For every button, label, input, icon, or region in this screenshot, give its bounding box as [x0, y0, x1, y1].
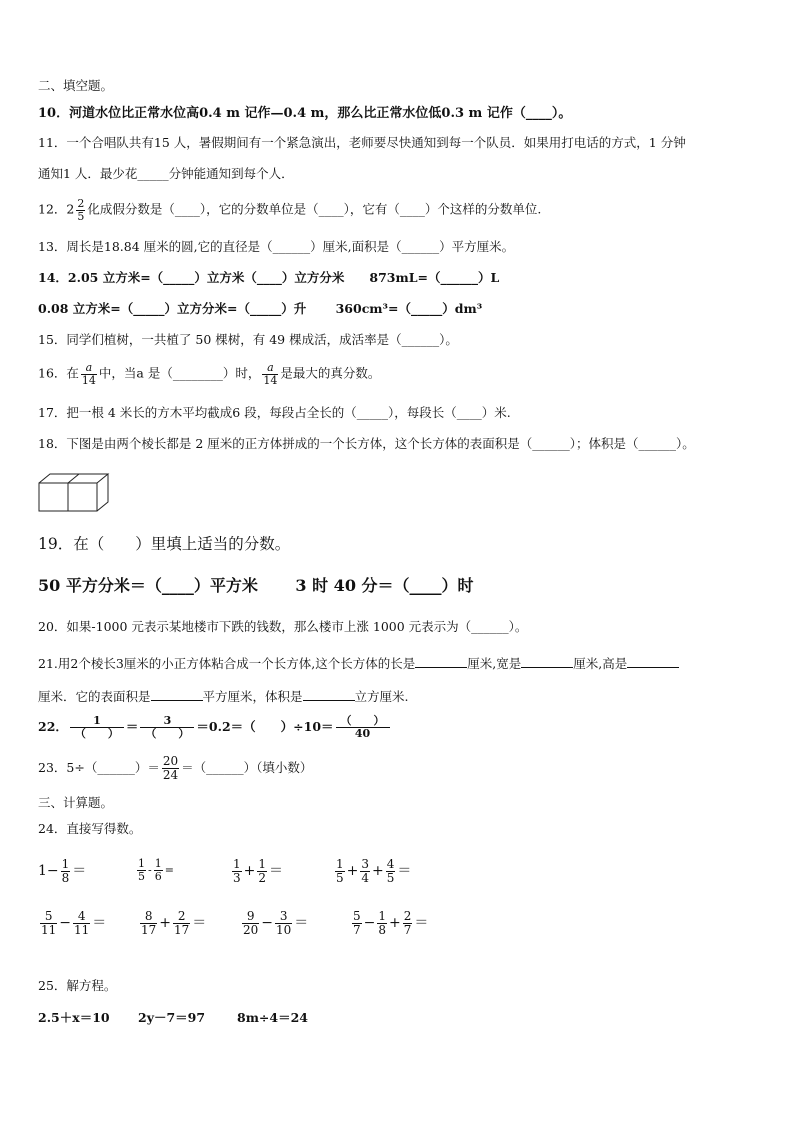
- question-17: 17．把一根 4 米长的方木平均截成6 段，每段占全长的（_____），每段长（____）米.: [38, 405, 511, 420]
- q22-fraction-1: $\frac{1}{( )}$: [70, 715, 124, 739]
- question-11-line-1: 11．一个合唱队共有15 人，暑假期间有一个紧急演出，老师要尽快通知到每一个队员．如果用打电话的方式，1 分钟: [38, 135, 686, 150]
- question-19-items: 50 平方分米＝（____）平方米 3 时 40 分＝（____）时: [38, 576, 474, 595]
- q16-fraction-2: $\frac{a}{14}$: [263, 361, 278, 387]
- q12-text: 化成假分数是（____），它的分数单位是（____），它有（____）个这样的分数单位.: [87, 201, 542, 217]
- cuboid-side: [97, 474, 108, 511]
- question-18: 18．下图是由两个棱长都是 2 厘米的正方体拼成的一个长方体，这个长方体的表面积是（______）；体积是（______）。: [38, 436, 695, 451]
- calc-2-4: $\frac{5}{7}$ − $\frac{1}{8}$ + $\frac{2}{7}$ ＝: [353, 909, 429, 937]
- calc-1-2: $\frac{1}{5}$ - $\frac{1}{6}$ =: [138, 857, 174, 883]
- q16-mid: 中，当a 是（________）时，: [98, 365, 261, 381]
- question-11-line-2: 通知1 人．最少花_____分钟能通知到每个人．: [38, 166, 294, 181]
- calc-2-2: $\frac{8}{17}$ + $\frac{2}{17}$ ＝: [141, 909, 207, 937]
- q16-post: 是最大的真分数。: [280, 365, 381, 381]
- q22-fraction-3: $\frac{( )}{40}$: [336, 715, 390, 739]
- q16-fraction-1: $\frac{a}{14}$: [81, 361, 96, 387]
- question-21-line-2: 厘米．它的表面积是 平方厘米，体积是 立方厘米.: [38, 689, 409, 704]
- q12-whole: 2: [66, 201, 75, 217]
- q23-fraction: $\frac{20}{24}$: [162, 754, 179, 782]
- cuboid-figure: [38, 473, 110, 513]
- calc-1-1: 1− $\frac{1}{8}$ ＝: [38, 857, 87, 885]
- section-2-heading: 二、填空题。: [38, 78, 114, 93]
- section-3-heading: 三、计算题。: [38, 795, 114, 810]
- cuboid-top-divider: [68, 474, 79, 483]
- calc-1-4: $\frac{1}{5}$ + $\frac{3}{4}$ + $\frac{4}{5}$ ＝: [336, 857, 412, 885]
- q12-number: 12．: [38, 201, 67, 217]
- question-24: 24．直接写得数。: [38, 821, 142, 836]
- question-10: 10．河道水位比正常水位高0.4 m 记作—0.4 m，那么比正常水位低0.3 m 记作（____）。: [38, 106, 572, 121]
- q16-pre: 16．在: [38, 365, 79, 381]
- question-14-line-1: 14．2.05 立方米=（_____）立方米（____）立方分米 873mL=（______）L: [38, 270, 500, 285]
- question-25: 25．解方程。: [38, 978, 117, 993]
- question-16: [38, 362, 380, 386]
- question-14-line-2: 0.08 立方米=（_____）立方分米=（_____）升 360cm³=（_____）dm³: [38, 301, 483, 316]
- question-19: 19．在（ ）里填上适当的分数。: [38, 535, 291, 553]
- question-13: 13．周长是18.84 厘米的圆,它的直径是（______）厘米,面积是（______）平方厘米。: [38, 239, 515, 254]
- cube-right-front: [68, 483, 97, 511]
- question-23: 23．5÷（______）＝ $\frac{20}{24}$ ＝（______）（填小数）: [38, 754, 313, 782]
- equation-3: 8m÷4＝24: [237, 1010, 308, 1025]
- question-15: 15．同学们植树，一共植了 50 棵树，有 49 棵成活，成活率是（______）。: [38, 332, 458, 347]
- calc-1-3: $\frac{1}{3}$ + $\frac{1}{2}$ ＝: [233, 857, 284, 885]
- calc-2-3: $\frac{9}{20}$ − $\frac{3}{10}$ ＝: [243, 909, 309, 937]
- equation-1: 2.5＋x＝10: [38, 1010, 110, 1025]
- q22-fraction-2: $\frac{3}{( )}$: [140, 715, 194, 739]
- question-20: 20．如果-1000 元表示某地楼市下跌的钱数，那么楼市上涨 1000 元表示为（______）。: [38, 619, 528, 634]
- cube-left-front: [39, 483, 68, 511]
- q12-fraction: $\frac{2}{5}$: [77, 197, 85, 223]
- calc-2-1: $\frac{5}{11}$ − $\frac{4}{11}$ ＝: [41, 909, 107, 937]
- question-22: 22． $\frac{1}{( )}$ ＝ $\frac{3}{( )}$ ＝0.2＝（ ）÷10＝ $\frac{( )}{40}$: [38, 715, 392, 739]
- question-12: [38, 198, 541, 222]
- equation-2: 2y－7＝97: [138, 1010, 206, 1025]
- question-21-line-1: 21.用2个棱长3厘米的小正方体粘合成一个长方体,这个长方体的长是 厘米,宽是 厘米,高是: [38, 657, 679, 671]
